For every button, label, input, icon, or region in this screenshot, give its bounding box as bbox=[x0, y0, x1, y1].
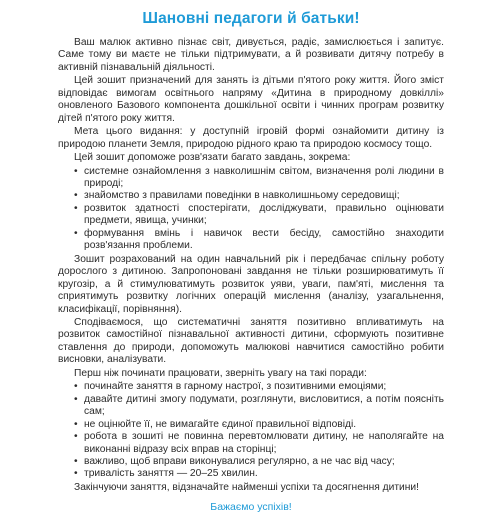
paragraph: Цей зошит призначений для занять із дітьми п'ятого року життя. Його зміст відповідає вимогам освітнього напряму «Дитина в природному довкіллі» оновленого Базового компонента дошкільної освіти і чинних програм розвитку дітей п'ятого року життя. bbox=[58, 75, 444, 124]
paragraph: Мета цього видання: у доступній ігровій формі ознайомити дитину із природою планети Земля, природою рідного краю та природою космосу тощо. bbox=[58, 126, 444, 150]
tasks-list bbox=[58, 166, 444, 253]
tips-list bbox=[58, 381, 444, 481]
paragraph: Перш ніж починати працювати, зверніть увагу на такі поради: bbox=[74, 367, 367, 379]
list-item: • важливо, щоб вправи виконувалися регулярно, а не час від часу; bbox=[58, 456, 444, 468]
paragraph: Ваш малюк активно пізнає світ, дивується, радіє, замислюється і запитує. Саме тому ви маєте не тільки підтримувати, а й розвивати дитячу потребу в активній пізнавальній діяльності. bbox=[58, 37, 444, 73]
list-item: • знайомство з правилами поведінки в навколишньому середовищі; bbox=[58, 190, 444, 202]
list-item: • давайте дитині змогу подумати, розглянути, висловитися, а потім поясніть сам; bbox=[58, 394, 444, 419]
intro-paragraphs bbox=[58, 37, 444, 165]
list-item: • починайте заняття в гарному настрої, з позитивними емоціями; bbox=[58, 381, 444, 393]
list-item: • не оцінюйте її, не вимагайте єдиної правильної відповіді. bbox=[58, 419, 444, 431]
list-item: • тривалість заняття — 20–25 хвилин. bbox=[58, 468, 444, 480]
list-item: • робота в зошиті не повинна перевтомлювати дитину, не наполягайте на виконанні відразу всіх вправ на сторінці; bbox=[58, 431, 444, 456]
body-paragraphs bbox=[58, 254, 444, 381]
list-item: • системне ознайомлення з навколишнім світом, визначення ролі людини в природі; bbox=[58, 166, 444, 191]
footer-wish: Бажаємо успіхів! bbox=[210, 501, 292, 513]
paragraph: Сподіваємося, що систематичні заняття позитивно впливатимуть на розвиток самостійної пізнавальної активності дитини, сформують позитивне ставлення до природи, допоможуть малюкові навчитися самостійно робити висновки, аналізувати. bbox=[58, 316, 444, 366]
page-title: Шановні педагоги й батьки! bbox=[142, 10, 360, 27]
list-item: • формування вмінь і навичок вести бесіду, самостійно знаходити розв'язання проблеми. bbox=[58, 228, 444, 253]
paragraph: Цей зошит допоможе розв'язати багато завдань, зокрема: bbox=[74, 152, 351, 164]
list-item: • розвиток здатності спостерігати, досліджувати, правильно оцінювати предмети, явища, учинки; bbox=[58, 203, 444, 228]
closing-paragraph: Закінчуючи заняття, відзначайте найменші успіхи та досягнення дитини! bbox=[74, 481, 420, 493]
paragraph: Зошит розрахований на один навчальний рік і передбачає спільну роботу дорослого з дитиною. Запропоновані завдання не тільки розширюватимуть її кругозір, а й стимулюватимуть розвиток уяви, уваги, пам'яті, мислення та сприятимуть розвитку логічних операцій мислення (аналізу, узагальнення, класифікації, порівняння). bbox=[58, 253, 444, 315]
